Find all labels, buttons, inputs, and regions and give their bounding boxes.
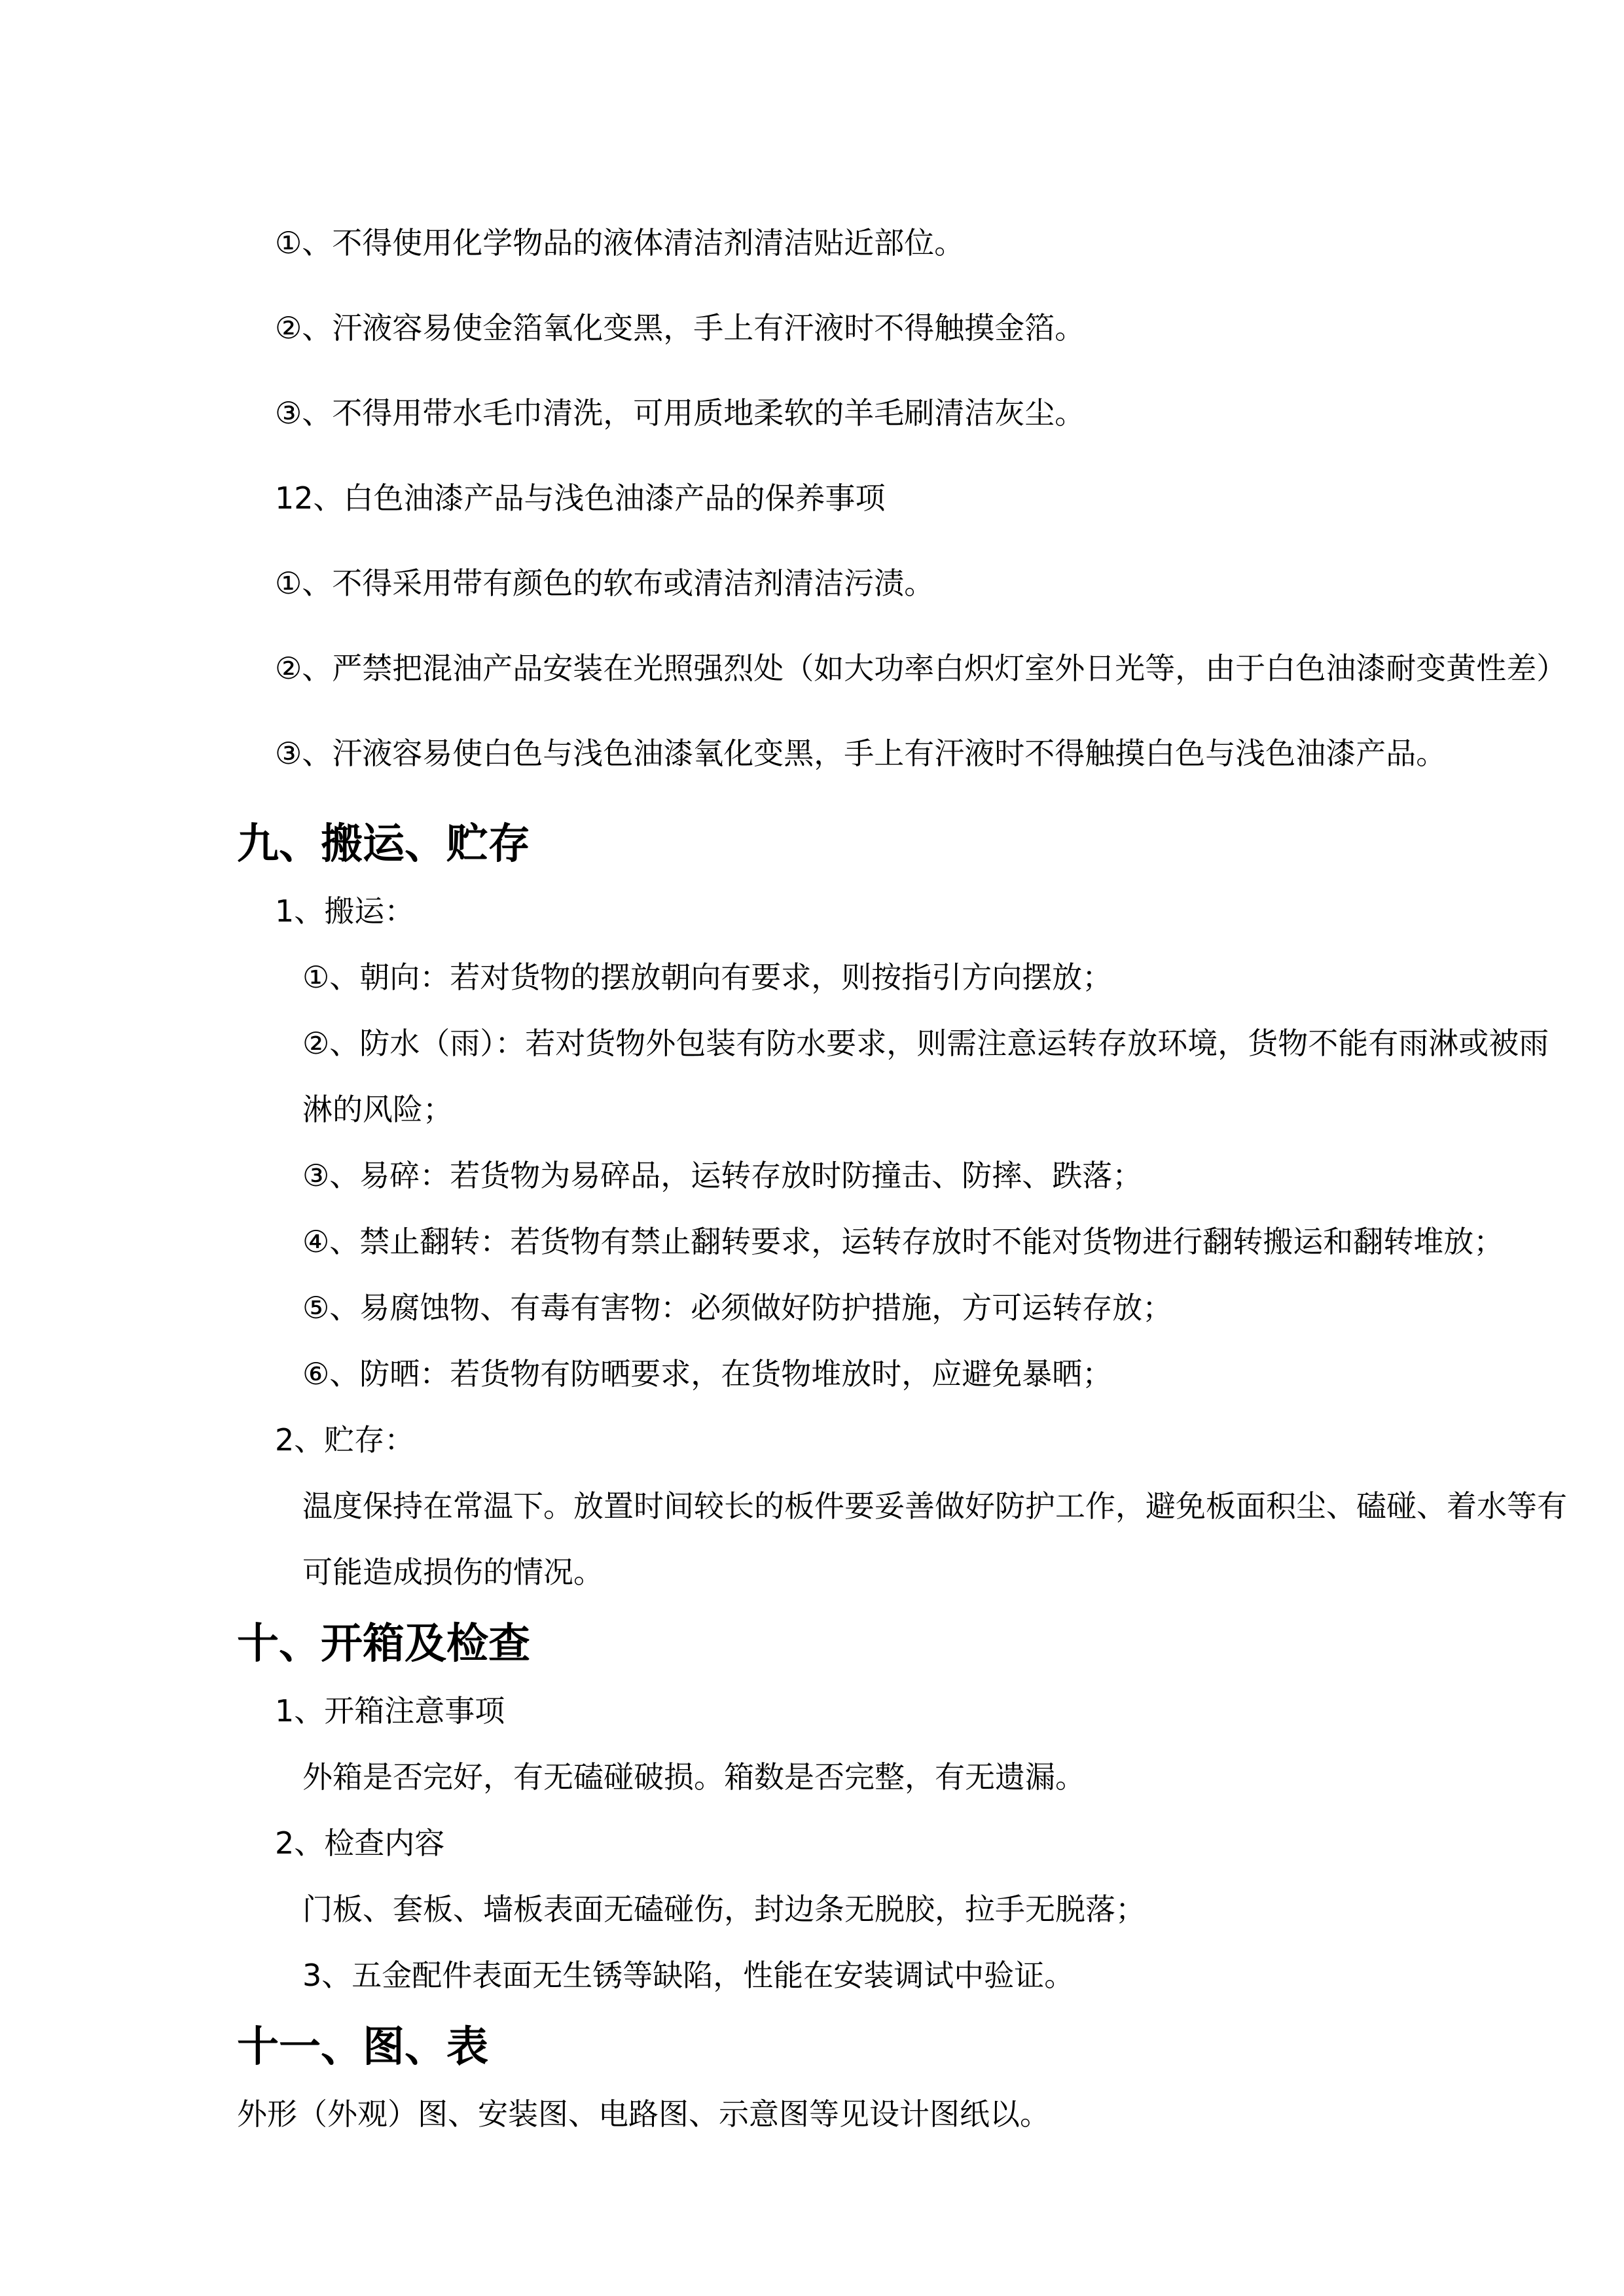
text-line: 12、白色油漆产品与浅色油漆产品的保养事项: [275, 480, 886, 516]
text-line: 1、开箱注意事项: [275, 1693, 505, 1729]
text-line: ③、汗液容易使白色与浅色油漆氧化变黑，手上有汗液时不得触摸白色与浅色油漆产品。: [275, 736, 1447, 771]
text-line: ②、防水（雨）：若对货物外包装有防水要求，则需注意运转存放环境，货物不能有雨淋或被雨: [302, 1026, 1549, 1061]
text-line: ①、不得采用带有颜色的软布或清洁剂清洁污渍。: [275, 565, 935, 601]
text-line: ②、严禁把混油产品安装在光照强烈处（如大功率白炽灯室外日光等，由于白色油漆耐变黄性差）: [275, 651, 1567, 686]
text-line: 门板、套板、墙板表面无磕碰伤，封边条无脱胶，拉手无脱落；: [302, 1892, 1146, 1927]
section-heading: 十一、图、表: [237, 2023, 488, 2072]
text-line: ②、汗液容易使金箔氧化变黑，手上有汗液时不得触摸金箔。: [275, 310, 1085, 346]
text-line: 淋的风险；: [302, 1092, 453, 1127]
text-line: 1、搬运：: [275, 893, 415, 929]
text-line: ⑥、防晒：若货物有防晒要求，在货物堆放时，应避免暴晒；: [302, 1356, 1113, 1391]
text-line: ④、禁止翻转：若货物有禁止翻转要求，运转存放时不能对货物进行翻转搬运和翻转堆放；: [302, 1224, 1504, 1259]
text-line: 2、贮存：: [275, 1422, 415, 1458]
section-heading: 十、开箱及检查: [237, 1620, 530, 1668]
text-line: 温度保持在常温下。放置时间较长的板件要妥善做好防护工作，避免板面积尘、磕碰、着水等有: [302, 1488, 1567, 1524]
text-line: 3、五金配件表面无生锈等缺陷，性能在安装调试中验证。: [302, 1958, 1075, 1993]
section-heading: 九、搬运、贮存: [237, 820, 530, 869]
text-line: 外箱是否完好，有无磕碰破损。箱数是否完整，有无遗漏。: [302, 1759, 1085, 1795]
text-line: 可能造成损伤的情况。: [302, 1554, 604, 1590]
text-line: ③、易碎：若货物为易碎品，运转存放时防撞击、防摔、跌落；: [302, 1158, 1143, 1193]
text-line: 2、检查内容: [275, 1825, 445, 1861]
text-line: ③、不得用带水毛巾清洗，可用质地柔软的羊毛刷清洁灰尘。: [275, 395, 1085, 431]
text-line: ①、朝向：若对货物的摆放朝向有要求，则按指引方向摆放；: [302, 960, 1113, 995]
text-line: 外形（外观）图、安装图、电路图、示意图等见设计图纸以。: [237, 2096, 1050, 2132]
text-line: ⑤、易腐蚀物、有毒有害物：必须做好防护措施，方可运转存放；: [302, 1290, 1173, 1325]
text-line: ①、不得使用化学物品的液体清洁剂清洁贴近部位。: [275, 225, 965, 260]
